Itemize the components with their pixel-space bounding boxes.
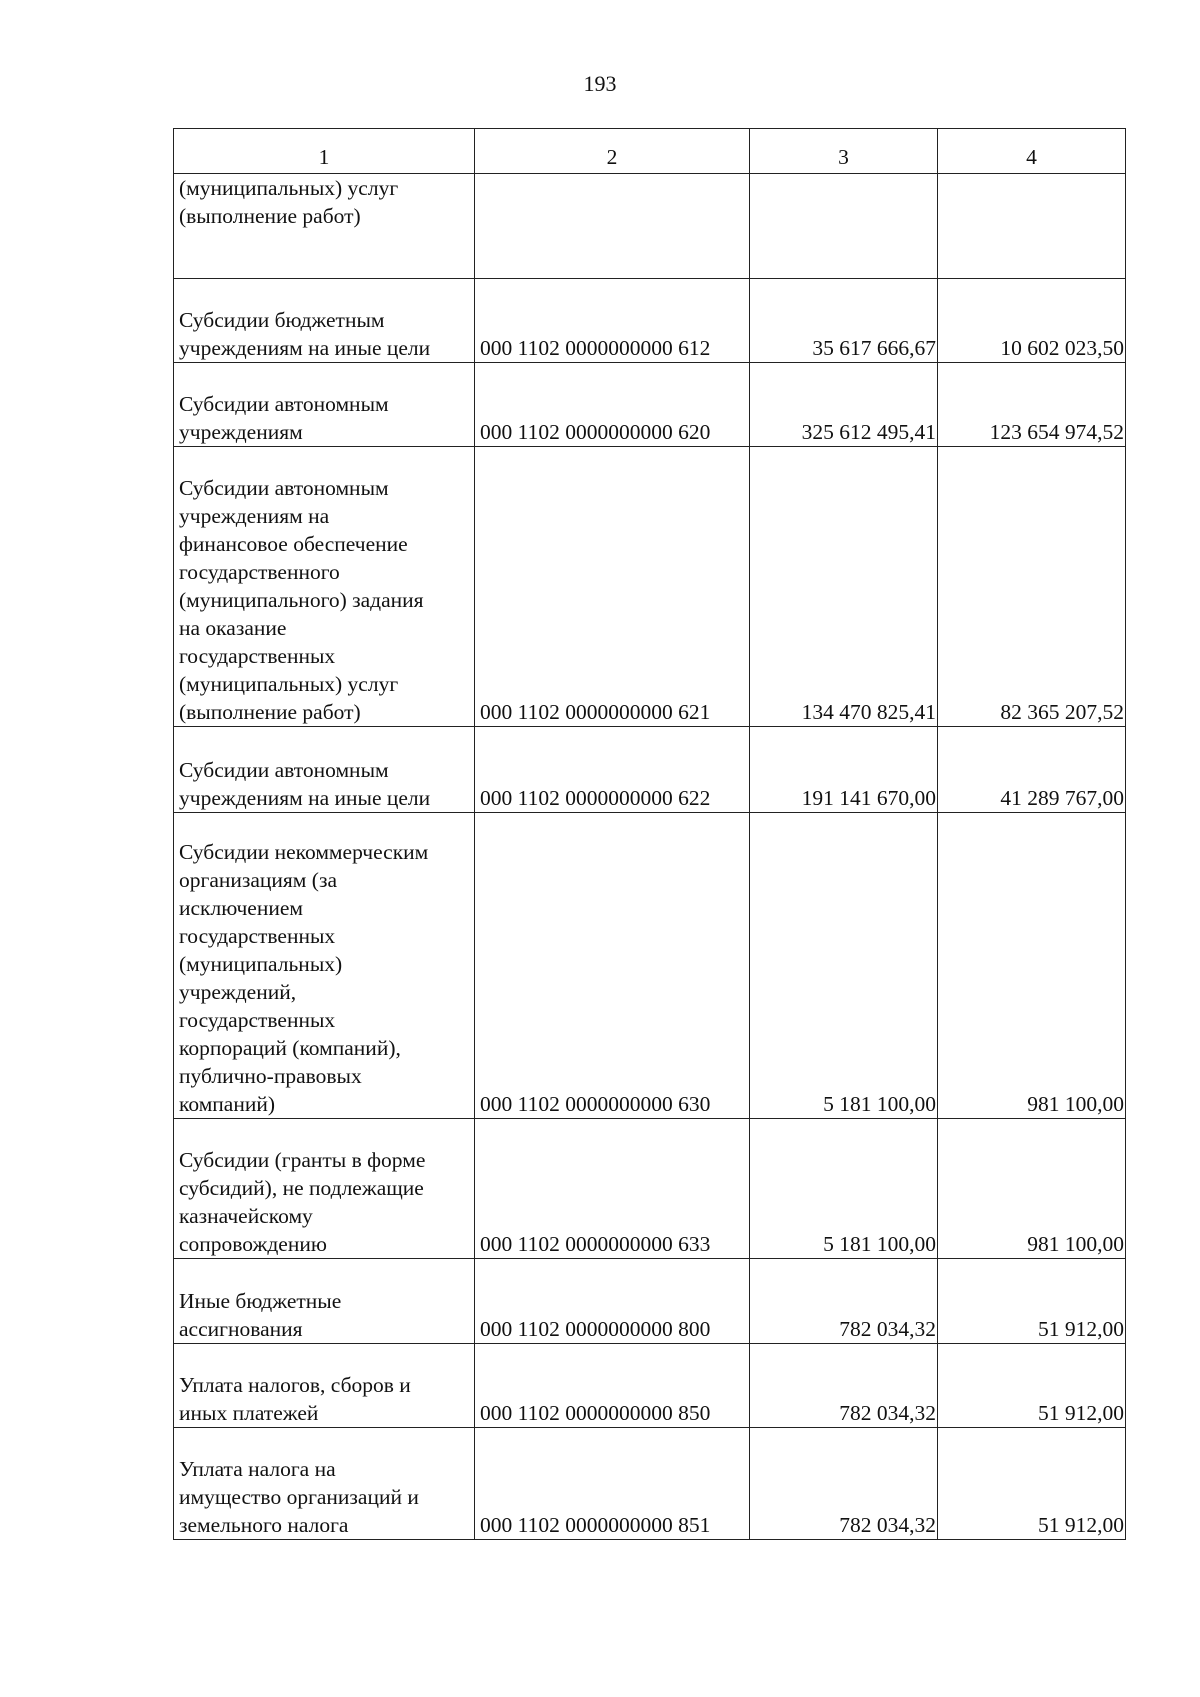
row-code: 000 1102 0000000000 621	[475, 447, 750, 727]
row-value-col3: 782 034,32	[750, 1259, 938, 1344]
row-value-col4: 981 100,00	[938, 1119, 1126, 1259]
row-name: Субсидии автономным учреждениям на финансовое обеспечение государственного (муниципального) задания на оказание государственных (муниципальных) услуг (выполнение работ)	[174, 447, 475, 727]
row-value-col3	[750, 174, 938, 279]
row-name: Субсидии (гранты в форме субсидий), не подлежащие казначейскому сопровождению	[174, 1119, 475, 1259]
row-value-col3: 782 034,32	[750, 1344, 938, 1428]
row-value-col4: 41 289 767,00	[938, 727, 1126, 813]
header-row	[174, 129, 1126, 174]
row-code: 000 1102 0000000000 620	[475, 363, 750, 447]
row-value-col4: 51 912,00	[938, 1259, 1126, 1344]
row-code: 000 1102 0000000000 622	[475, 727, 750, 813]
table-row	[174, 727, 1126, 813]
row-value-col4: 51 912,00	[938, 1428, 1126, 1540]
row-code: 000 1102 0000000000 851	[475, 1428, 750, 1540]
table-row	[174, 447, 1126, 727]
row-value-col3: 191 141 670,00	[750, 727, 938, 813]
row-name: Уплата налога на имущество организаций и земельного налога	[174, 1428, 475, 1540]
row-name: Субсидии автономным учреждениям	[174, 363, 475, 447]
row-value-col4: 51 912,00	[938, 1344, 1126, 1428]
budget-table	[173, 128, 1126, 1540]
column-header-2: 2	[475, 129, 750, 174]
row-name: Уплата налогов, сборов и иных платежей	[174, 1344, 475, 1428]
row-name: Субсидии некоммерческим организациям (за исключением государственных (муниципальных) учреждений, государственных корпораций (компаний), публично-правовых компаний)	[174, 813, 475, 1119]
row-name: Субсидии автономным учреждениям на иные цели	[174, 727, 475, 813]
row-value-col3: 325 612 495,41	[750, 363, 938, 447]
row-value-col4	[938, 174, 1126, 279]
column-header-4: 4	[938, 129, 1126, 174]
column-header-1: 1	[174, 129, 475, 174]
row-code: 000 1102 0000000000 800	[475, 1259, 750, 1344]
table-row	[174, 1428, 1126, 1540]
column-header-3: 3	[750, 129, 938, 174]
table-row	[174, 813, 1126, 1119]
row-code: 000 1102 0000000000 612	[475, 279, 750, 363]
row-value-col4: 123 654 974,52	[938, 363, 1126, 447]
row-code	[475, 174, 750, 279]
table-body	[174, 174, 1126, 1540]
row-value-col3: 35 617 666,67	[750, 279, 938, 363]
row-code: 000 1102 0000000000 850	[475, 1344, 750, 1428]
row-value-col4: 10 602 023,50	[938, 279, 1126, 363]
row-value-col4: 82 365 207,52	[938, 447, 1126, 727]
table-row	[174, 363, 1126, 447]
table-row	[174, 174, 1126, 279]
table-header	[174, 129, 1126, 174]
table-row	[174, 1119, 1126, 1259]
row-value-col3: 5 181 100,00	[750, 813, 938, 1119]
row-code: 000 1102 0000000000 630	[475, 813, 750, 1119]
page-number: 193	[583, 71, 617, 96]
row-value-col3: 782 034,32	[750, 1428, 938, 1540]
table-row	[174, 1344, 1126, 1428]
row-value-col3: 134 470 825,41	[750, 447, 938, 727]
row-name: Иные бюджетные ассигнования	[174, 1259, 475, 1344]
row-code: 000 1102 0000000000 633	[475, 1119, 750, 1259]
row-value-col4: 981 100,00	[938, 813, 1126, 1119]
row-name: (муниципальных) услуг (выполнение работ)	[174, 174, 475, 279]
table-row	[174, 279, 1126, 363]
row-name: Субсидии бюджетным учреждениям на иные цели	[174, 279, 475, 363]
row-value-col3: 5 181 100,00	[750, 1119, 938, 1259]
table-row	[174, 1259, 1126, 1344]
